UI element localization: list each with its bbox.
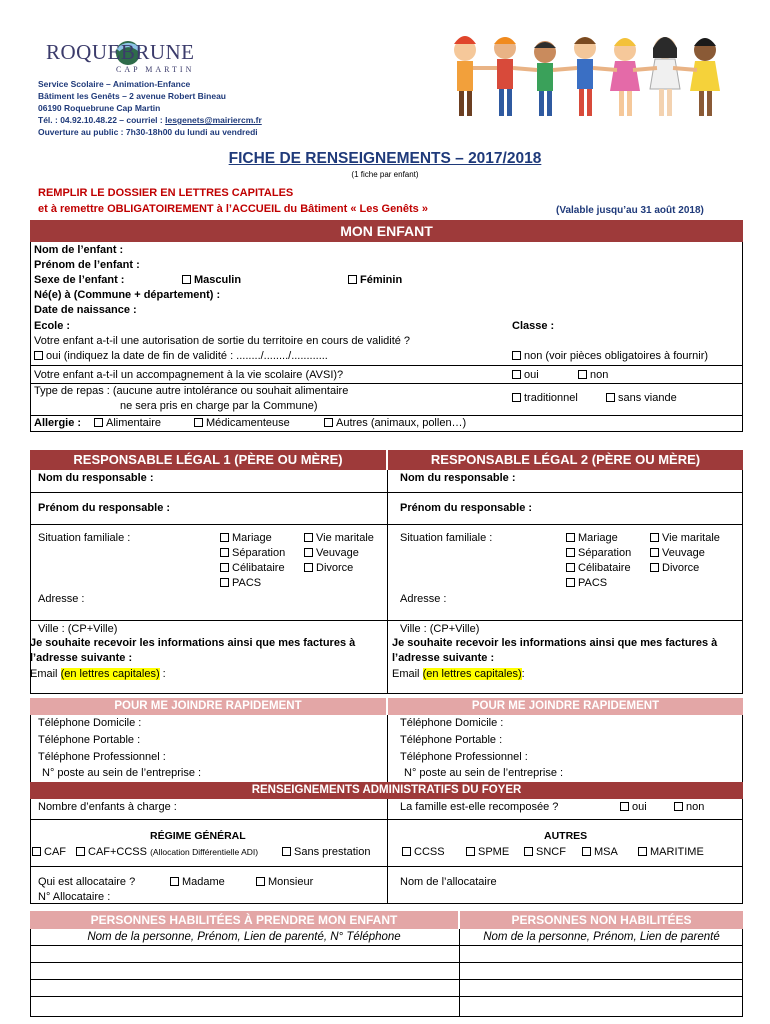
resp2-receive-info: Je souhaite recevoir les informations ainsi que mes factures à <box>392 637 718 649</box>
regime-general-label: RÉGIME GÉNÉRAL <box>150 830 246 842</box>
checkbox-avsi-yes[interactable]: oui <box>512 369 539 381</box>
child-sex-label: Sexe de l’enfant : <box>34 274 125 286</box>
checkbox-icon <box>282 847 291 856</box>
resp1-checkbox-pacs[interactable]: PACS <box>220 577 261 589</box>
family-recomposed-question: La famille est-elle recomposée ? <box>400 801 559 813</box>
child-figure <box>650 37 680 116</box>
logo-main-text: ROQUEBRUNE <box>46 40 195 64</box>
instruction-capitals: REMPLIR LE DOSSIER EN LETTRES CAPITALES <box>38 187 294 199</box>
autres-regime-label: AUTRES <box>544 830 588 842</box>
service-address <box>38 78 262 138</box>
resp1-email-label: Email (en lettres capitales) : <box>30 668 166 680</box>
avsi-question: Votre enfant a-t-il un accompagnement à la vie scolaire (AVSI)? <box>34 369 344 381</box>
checkbox-icon <box>32 847 41 856</box>
checkbox-madame[interactable]: Madame <box>170 876 225 888</box>
divider <box>387 799 388 904</box>
resp2-phone-home-label: Téléphone Domicile : <box>400 717 504 729</box>
children-count-label: Nombre d’enfants à charge : <box>38 801 177 813</box>
checkbox-avsi-no[interactable]: non <box>578 369 608 381</box>
resp2-checkbox-pacs[interactable]: PACS <box>566 577 607 589</box>
resp1-checkbox-veuvage[interactable]: Veuvage <box>304 547 359 559</box>
divider <box>30 620 743 621</box>
divider <box>30 524 743 525</box>
checkbox-icon <box>466 847 475 856</box>
resp1-checkbox-separation[interactable]: Séparation <box>220 547 285 559</box>
checkbox-icon <box>220 563 229 572</box>
resp2-extension-label: N° poste au sein de l’entreprise : <box>404 767 564 779</box>
table-row[interactable] <box>30 962 743 963</box>
section-header-joindre-1: POUR ME JOINDRE RAPIDEMENT <box>30 698 386 715</box>
checkbox-icon <box>34 351 43 360</box>
logo <box>46 38 206 78</box>
section-header-responsable-1: RESPONSABLE LÉGAL 1 (PÈRE OU MÈRE) <box>30 450 386 470</box>
checkbox-icon <box>76 847 85 856</box>
resp2-phone-work-label: Téléphone Professionnel : <box>400 751 528 763</box>
resp1-city-label: Ville : (CP+Ville) <box>38 623 118 635</box>
resp2-address-label: Adresse : <box>400 593 447 605</box>
habilitees-columns: Nom de la personne, Prénom, Lien de parenté, N° Téléphone <box>87 931 401 943</box>
child-name-label: Nom de l’enfant : <box>34 244 124 256</box>
checkbox-icon <box>566 578 575 587</box>
resp2-email-label: Email (en lettres capitales): <box>392 668 525 680</box>
resp2-situation-label: Situation familiale : <box>400 532 493 544</box>
checkbox-icon <box>304 563 313 572</box>
children-illustration <box>440 28 740 128</box>
checkbox-icon <box>170 877 179 886</box>
checkbox-msa[interactable]: MSA <box>582 846 618 858</box>
checkbox-autres[interactable]: Autres (animaux, pollen…) <box>324 417 466 429</box>
checkbox-exit-yes[interactable]: oui (indiquez la date de fin de validité : ......../......../............ <box>34 350 328 362</box>
checkbox-icon <box>304 548 313 557</box>
resp2-checkbox-mariage[interactable]: Mariage <box>566 532 618 544</box>
divider <box>387 470 388 694</box>
checkbox-icon <box>194 418 203 427</box>
checkbox-icon <box>650 548 659 557</box>
beneficiary-name-label: Nom de l’allocataire <box>400 876 497 888</box>
resp2-firstname-label: Prénom du responsable : <box>400 502 533 514</box>
checkbox-icon <box>220 533 229 542</box>
checkbox-icon <box>650 533 659 542</box>
divider <box>30 819 743 820</box>
email-link[interactable]: lesgenets@mairiercm.fr <box>165 115 262 125</box>
address-line: 06190 Roquebrune Cap Martin <box>38 103 161 113</box>
beneficiary-question: Qui est allocataire ? <box>38 876 136 888</box>
meal-type-note: ne sera pris en charge par la Commune) <box>120 400 318 412</box>
checkbox-icon <box>402 847 411 856</box>
address-line: Bâtiment les Genêts – 2 avenue Robert Bineau <box>38 91 227 101</box>
allergy-label: Allergie : <box>34 417 82 429</box>
checkbox-icon <box>94 418 103 427</box>
resp1-checkbox-divorce[interactable]: Divorce <box>304 562 353 574</box>
meal-type-label: Type de repas : (aucune autre intolérance ou souhait alimentaire <box>34 385 349 397</box>
child-birthdate-label: Date de naissance : <box>34 304 137 316</box>
resp1-phone-work-label: Téléphone Professionnel : <box>38 751 166 763</box>
resp2-receive-info-2: l’adresse suivante : <box>392 652 495 664</box>
checkbox-sans-prestation[interactable]: Sans prestation <box>282 846 370 858</box>
checkbox-icon <box>512 370 521 379</box>
resp2-checkbox-separation[interactable]: Séparation <box>566 547 631 559</box>
resp1-address-label: Adresse : <box>38 593 85 605</box>
section-header-administratifs: RENSEIGNEMENTS ADMINISTRATIFS DU FOYER <box>30 782 743 799</box>
checkbox-icon <box>566 563 575 572</box>
child-figure <box>454 36 476 116</box>
checkbox-icon <box>620 802 629 811</box>
checkbox-icon <box>182 275 191 284</box>
checkbox-traditionnel[interactable]: traditionnel <box>512 392 578 404</box>
checkbox-icon <box>582 847 591 856</box>
resp2-checkbox-vie-maritale[interactable]: Vie maritale <box>650 532 720 544</box>
checkbox-icon <box>674 802 683 811</box>
resp1-checkbox-mariage[interactable]: Mariage <box>220 532 272 544</box>
checkbox-icon <box>578 370 587 379</box>
habilitees-table <box>30 929 743 1017</box>
divider <box>30 945 743 946</box>
resp2-checkbox-divorce[interactable]: Divorce <box>650 562 699 574</box>
exit-authorization-question: Votre enfant a-t-il une autorisation de sortie du territoire en cours de validité ? <box>34 335 411 347</box>
child-figure <box>690 38 720 116</box>
logo-sub-text: CAP MARTIN <box>116 65 195 74</box>
table-row[interactable] <box>30 996 743 997</box>
checkbox-icon <box>566 533 575 542</box>
divider <box>30 365 743 366</box>
resp1-phone-mobile-label: Téléphone Portable : <box>38 734 141 746</box>
section-header-responsable-2: RESPONSABLE LÉGAL 2 (PÈRE OU MÈRE) <box>388 450 743 470</box>
checkbox-recomposed-no[interactable]: non <box>674 801 704 813</box>
divider <box>30 492 743 493</box>
child-school-label: Ecole : <box>34 320 71 332</box>
checkbox-feminin[interactable]: Féminin <box>348 274 402 286</box>
checkbox-icon <box>348 275 357 284</box>
resp1-name-label: Nom du responsable : <box>38 472 154 484</box>
checkbox-icon <box>638 847 647 856</box>
beneficiary-number-label: N° Allocataire : <box>38 891 111 903</box>
checkbox-sncf[interactable]: SNCF <box>524 846 566 858</box>
checkbox-icon <box>512 351 521 360</box>
resp2-phone-mobile-label: Téléphone Portable : <box>400 734 503 746</box>
checkbox-icon <box>566 548 575 557</box>
child-figure <box>534 41 556 116</box>
checkbox-icon <box>324 418 333 427</box>
checkbox-caf[interactable]: CAF <box>32 846 66 858</box>
instruction-deliver: et à remettre OBLIGATOIREMENT à l’ACCUEIL du Bâtiment « Les Genêts » <box>38 203 428 215</box>
divider <box>30 383 743 384</box>
page-subtitle: (1 fiche par enfant) <box>351 170 419 179</box>
resp1-phone-home-label: Téléphone Domicile : <box>38 717 142 729</box>
child-figure <box>574 37 596 116</box>
divider <box>30 866 743 867</box>
checkbox-masculin[interactable]: Masculin <box>182 274 241 286</box>
resp1-checkbox-celibataire[interactable]: Célibataire <box>220 562 285 574</box>
table-row[interactable] <box>30 979 743 980</box>
checkbox-icon <box>512 393 521 402</box>
checkbox-icon <box>256 877 265 886</box>
checkbox-monsieur[interactable]: Monsieur <box>256 876 313 888</box>
section-header-non-habilitees: PERSONNES NON HABILITÉES <box>460 911 743 929</box>
resp1-checkbox-vie-maritale[interactable]: Vie maritale <box>304 532 374 544</box>
checkbox-medicamenteuse[interactable]: Médicamenteuse <box>194 417 290 429</box>
resp2-name-label: Nom du responsable : <box>400 472 516 484</box>
checkbox-spme[interactable]: SPME <box>466 846 509 858</box>
contact-line: Tél. : 04.92.10.48.22 – courriel : lesgenets@mairiercm.fr <box>38 115 262 125</box>
checkbox-maritime[interactable]: MARITIME <box>638 846 704 858</box>
resp1-receive-info: Je souhaite recevoir les informations ainsi que mes factures à <box>30 637 356 649</box>
checkbox-alimentaire[interactable]: Alimentaire <box>94 417 161 429</box>
resp1-situation-label: Situation familiale : <box>38 532 131 544</box>
section-header-joindre-2: POUR ME JOINDRE RAPIDEMENT <box>388 698 743 715</box>
checkbox-icon <box>220 578 229 587</box>
address-line: Service Scolaire – Animation-Enfance <box>38 79 191 89</box>
resp1-receive-info-2: l’adresse suivante : <box>30 652 133 664</box>
child-birthplace-label: Né(e) à (Commune + département) : <box>34 289 221 301</box>
child-figure <box>610 38 640 116</box>
child-firstname-label: Prénom de l’enfant : <box>34 259 140 271</box>
non-habilitees-columns: Nom de la personne, Prénom, Lien de parenté <box>483 931 720 943</box>
divider <box>459 929 460 1017</box>
checkbox-sans-viande[interactable]: sans viande <box>606 392 677 404</box>
checkbox-icon <box>606 393 615 402</box>
resp1-extension-label: N° poste au sein de l’entreprise : <box>42 767 202 779</box>
resp2-checkbox-veuvage[interactable]: Veuvage <box>650 547 705 559</box>
divider <box>387 715 388 783</box>
checkbox-icon <box>650 563 659 572</box>
checkbox-exit-no[interactable]: non (voir pièces obligatoires à fournir) <box>512 350 708 362</box>
checkbox-icon <box>524 847 533 856</box>
checkbox-icon <box>304 533 313 542</box>
checkbox-ccss[interactable]: CCSS <box>402 846 445 858</box>
section-header-mon-enfant: MON ENFANT <box>30 220 743 242</box>
section-header-habilitees: PERSONNES HABILITÉES À PRENDRE MON ENFANT <box>30 911 458 929</box>
hours-line: Ouverture au public : 7h30-18h00 du lundi au vendredi <box>38 127 258 137</box>
resp2-checkbox-celibataire[interactable]: Célibataire <box>566 562 631 574</box>
checkbox-recomposed-yes[interactable]: oui <box>620 801 647 813</box>
child-figure <box>494 37 516 116</box>
checkbox-icon <box>220 548 229 557</box>
checkbox-cafccss[interactable]: CAF+CCSS (Allocation Différentielle ADI) <box>76 846 258 858</box>
page-title: FICHE DE RENSEIGNEMENTS – 2017/2018 <box>228 150 542 167</box>
validity-note: (Valable jusqu’au 31 août 2018) <box>556 205 704 216</box>
child-class-label: Classe : <box>512 320 555 332</box>
resp2-city-label: Ville : (CP+Ville) <box>400 623 480 635</box>
resp1-firstname-label: Prénom du responsable : <box>38 502 171 514</box>
divider <box>30 415 743 416</box>
